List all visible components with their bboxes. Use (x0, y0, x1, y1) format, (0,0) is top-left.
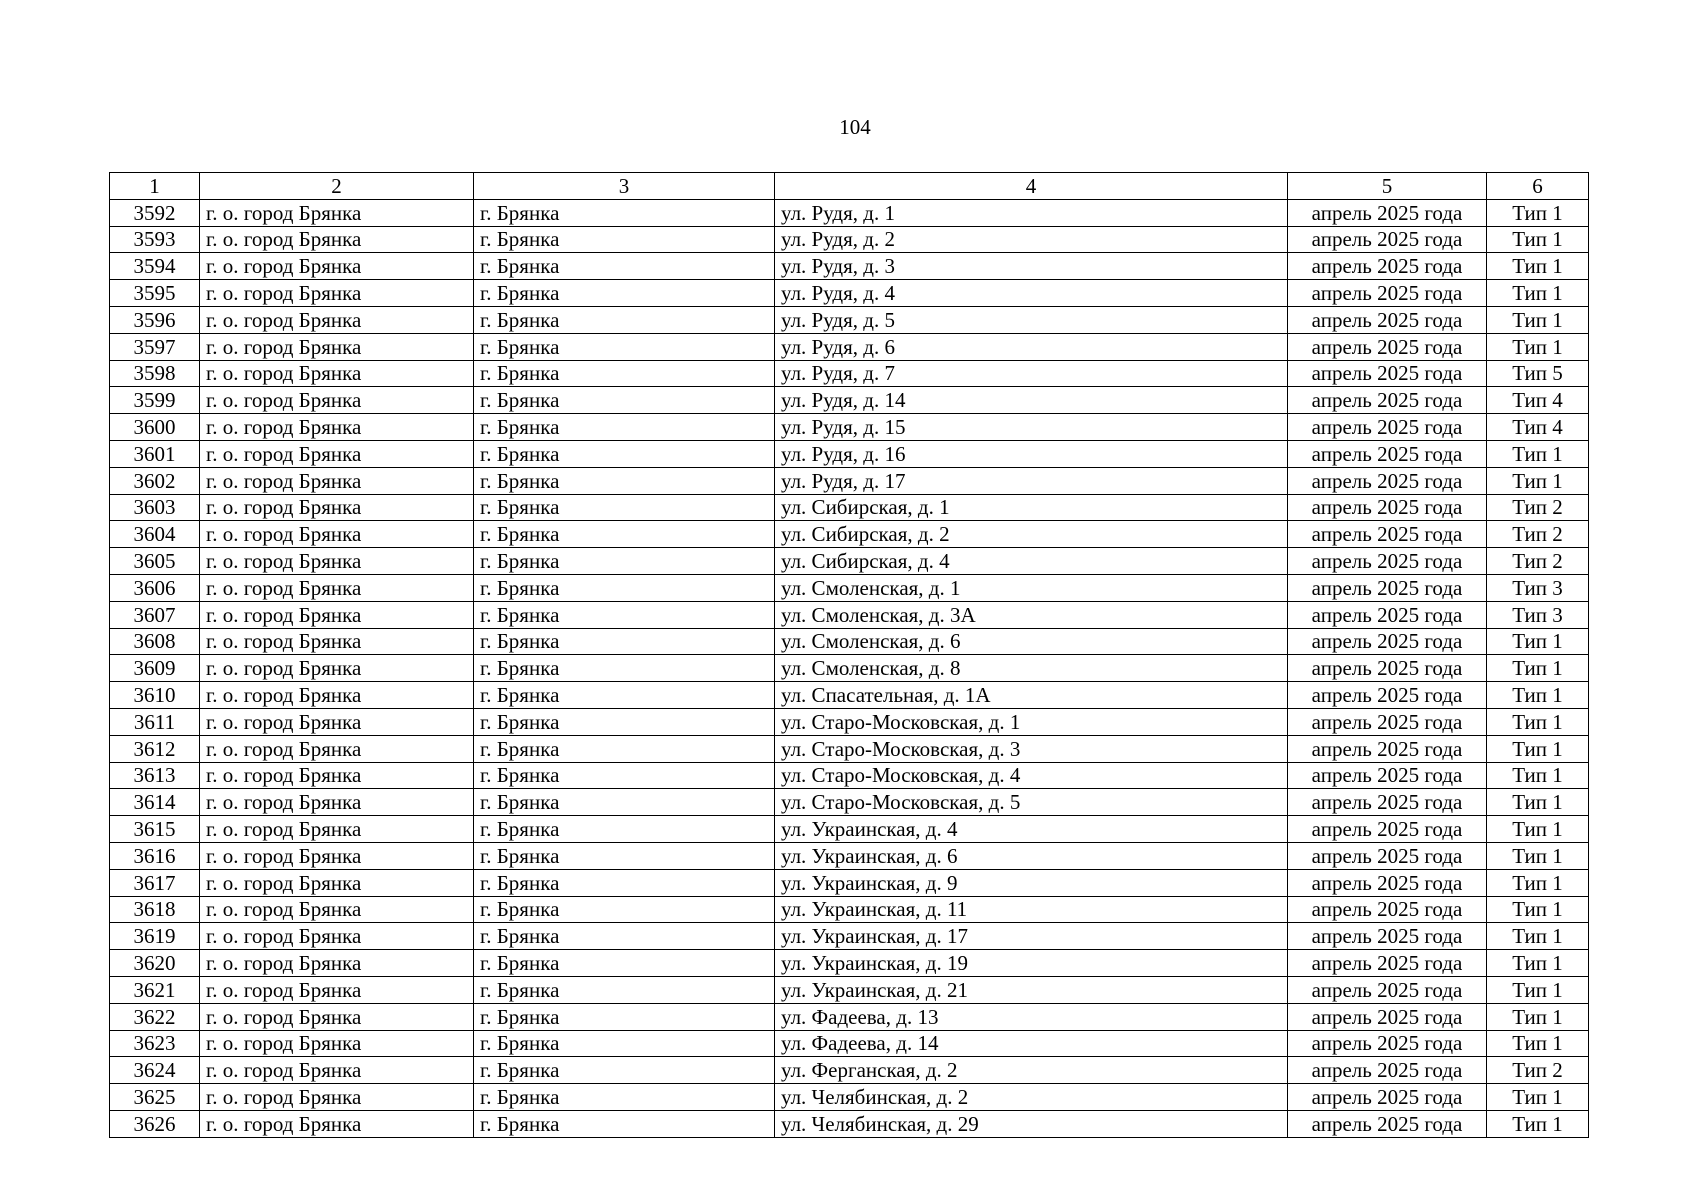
settlement-cell: г. Брянка (474, 682, 775, 709)
date-cell: апрель 2025 года (1288, 816, 1487, 843)
municipality-cell: г. о. город Брянка (200, 199, 474, 226)
address-cell: ул. Украинская, д. 17 (775, 923, 1288, 950)
settlement-cell: г. Брянка (474, 762, 775, 789)
date-cell: апрель 2025 года (1288, 1084, 1487, 1111)
row-number-cell: 3622 (110, 1003, 200, 1030)
municipality-cell: г. о. город Брянка (200, 869, 474, 896)
address-cell: ул. Старо-Московская, д. 1 (775, 708, 1288, 735)
settlement-cell: г. Брянка (474, 333, 775, 360)
municipality-cell: г. о. город Брянка (200, 708, 474, 735)
settlement-cell: г. Брянка (474, 628, 775, 655)
table-row (110, 414, 1589, 441)
settlement-cell: г. Брянка (474, 1030, 775, 1057)
column-header-5: 5 (1288, 173, 1487, 200)
row-number-cell: 3615 (110, 816, 200, 843)
municipality-cell: г. о. город Брянка (200, 494, 474, 521)
date-cell: апрель 2025 года (1288, 280, 1487, 307)
municipality-cell: г. о. город Брянка (200, 735, 474, 762)
settlement-cell: г. Брянка (474, 414, 775, 441)
settlement-cell: г. Брянка (474, 816, 775, 843)
settlement-cell: г. Брянка (474, 280, 775, 307)
date-cell: апрель 2025 года (1288, 574, 1487, 601)
row-number-cell: 3611 (110, 708, 200, 735)
municipality-cell: г. о. город Брянка (200, 682, 474, 709)
type-cell: Тип 1 (1487, 440, 1589, 467)
settlement-cell: г. Брянка (474, 574, 775, 601)
date-cell: апрель 2025 года (1288, 440, 1487, 467)
settlement-cell: г. Брянка (474, 199, 775, 226)
municipality-cell: г. о. город Брянка (200, 253, 474, 280)
municipality-cell: г. о. город Брянка (200, 1084, 474, 1111)
municipality-cell: г. о. город Брянка (200, 387, 474, 414)
type-cell: Тип 2 (1487, 548, 1589, 575)
row-number-cell: 3602 (110, 467, 200, 494)
address-cell: ул. Украинская, д. 4 (775, 816, 1288, 843)
municipality-cell: г. о. город Брянка (200, 226, 474, 253)
row-number-cell: 3600 (110, 414, 200, 441)
row-number-cell: 3613 (110, 762, 200, 789)
type-cell: Тип 3 (1487, 601, 1589, 628)
municipality-cell: г. о. город Брянка (200, 574, 474, 601)
row-number-cell: 3594 (110, 253, 200, 280)
settlement-cell: г. Брянка (474, 494, 775, 521)
table-row (110, 976, 1589, 1003)
type-cell: Тип 1 (1487, 333, 1589, 360)
row-number-cell: 3599 (110, 387, 200, 414)
date-cell: апрель 2025 года (1288, 842, 1487, 869)
date-cell: апрель 2025 года (1288, 521, 1487, 548)
type-cell: Тип 1 (1487, 306, 1589, 333)
table-row (110, 896, 1589, 923)
row-number-cell: 3593 (110, 226, 200, 253)
row-number-cell: 3626 (110, 1110, 200, 1137)
type-cell: Тип 1 (1487, 1084, 1589, 1111)
column-header-2: 2 (200, 173, 474, 200)
date-cell: апрель 2025 года (1288, 682, 1487, 709)
municipality-cell: г. о. город Брянка (200, 467, 474, 494)
type-cell: Тип 2 (1487, 521, 1589, 548)
date-cell: апрель 2025 года (1288, 494, 1487, 521)
settlement-cell: г. Брянка (474, 869, 775, 896)
type-cell: Тип 1 (1487, 1030, 1589, 1057)
table-row (110, 628, 1589, 655)
row-number-cell: 3616 (110, 842, 200, 869)
address-cell: ул. Старо-Московская, д. 5 (775, 789, 1288, 816)
type-cell: Тип 1 (1487, 735, 1589, 762)
row-number-cell: 3618 (110, 896, 200, 923)
address-cell: ул. Фадеева, д. 14 (775, 1030, 1288, 1057)
table-row (110, 387, 1589, 414)
date-cell: апрель 2025 года (1288, 708, 1487, 735)
municipality-cell: г. о. город Брянка (200, 1003, 474, 1030)
address-cell: ул. Смоленская, д. 6 (775, 628, 1288, 655)
table-header (110, 173, 1589, 200)
address-cell: ул. Украинская, д. 6 (775, 842, 1288, 869)
type-cell: Тип 1 (1487, 762, 1589, 789)
table-row (110, 1003, 1589, 1030)
settlement-cell: г. Брянка (474, 601, 775, 628)
type-cell: Тип 1 (1487, 923, 1589, 950)
row-number-cell: 3612 (110, 735, 200, 762)
date-cell: апрель 2025 года (1288, 1030, 1487, 1057)
municipality-cell: г. о. город Брянка (200, 440, 474, 467)
row-number-cell: 3606 (110, 574, 200, 601)
column-header-4: 4 (775, 173, 1288, 200)
row-number-cell: 3610 (110, 682, 200, 709)
row-number-cell: 3614 (110, 789, 200, 816)
type-cell: Тип 3 (1487, 574, 1589, 601)
municipality-cell: г. о. город Брянка (200, 1110, 474, 1137)
settlement-cell: г. Брянка (474, 923, 775, 950)
type-cell: Тип 1 (1487, 682, 1589, 709)
date-cell: апрель 2025 года (1288, 601, 1487, 628)
table-row (110, 682, 1589, 709)
table-row (110, 816, 1589, 843)
date-cell: апрель 2025 года (1288, 414, 1487, 441)
date-cell: апрель 2025 года (1288, 360, 1487, 387)
address-cell: ул. Ферганская, д. 2 (775, 1057, 1288, 1084)
type-cell: Тип 1 (1487, 280, 1589, 307)
type-cell: Тип 2 (1487, 1057, 1589, 1084)
table-row (110, 574, 1589, 601)
settlement-cell: г. Брянка (474, 1110, 775, 1137)
table-row (110, 1030, 1589, 1057)
type-cell: Тип 1 (1487, 816, 1589, 843)
municipality-cell: г. о. город Брянка (200, 414, 474, 441)
row-number-cell: 3609 (110, 655, 200, 682)
address-cell: ул. Рудя, д. 3 (775, 253, 1288, 280)
municipality-cell: г. о. город Брянка (200, 1030, 474, 1057)
municipality-cell: г. о. город Брянка (200, 306, 474, 333)
type-cell: Тип 1 (1487, 896, 1589, 923)
table-row (110, 1110, 1589, 1137)
municipality-cell: г. о. город Брянка (200, 360, 474, 387)
row-number-cell: 3617 (110, 869, 200, 896)
row-number-cell: 3619 (110, 923, 200, 950)
municipality-cell: г. о. город Брянка (200, 280, 474, 307)
type-cell: Тип 1 (1487, 950, 1589, 977)
column-header-6: 6 (1487, 173, 1589, 200)
row-number-cell: 3607 (110, 601, 200, 628)
settlement-cell: г. Брянка (474, 521, 775, 548)
row-number-cell: 3625 (110, 1084, 200, 1111)
settlement-cell: г. Брянка (474, 306, 775, 333)
row-number-cell: 3605 (110, 548, 200, 575)
table-row (110, 869, 1589, 896)
table-row (110, 950, 1589, 977)
address-cell: ул. Смоленская, д. 1 (775, 574, 1288, 601)
date-cell: апрель 2025 года (1288, 1110, 1487, 1137)
table-row (110, 199, 1589, 226)
municipality-cell: г. о. город Брянка (200, 1057, 474, 1084)
table-row (110, 735, 1589, 762)
table-row (110, 548, 1589, 575)
type-cell: Тип 1 (1487, 1003, 1589, 1030)
address-cell: ул. Сибирская, д. 1 (775, 494, 1288, 521)
municipality-cell: г. о. город Брянка (200, 923, 474, 950)
type-cell: Тип 1 (1487, 1110, 1589, 1137)
table-row (110, 280, 1589, 307)
address-cell: ул. Рудя, д. 14 (775, 387, 1288, 414)
municipality-cell: г. о. город Брянка (200, 333, 474, 360)
municipality-cell: г. о. город Брянка (200, 976, 474, 1003)
municipality-cell: г. о. город Брянка (200, 950, 474, 977)
address-cell: ул. Челябинская, д. 2 (775, 1084, 1288, 1111)
date-cell: апрель 2025 года (1288, 199, 1487, 226)
type-cell: Тип 1 (1487, 976, 1589, 1003)
table-row (110, 333, 1589, 360)
column-header-3: 3 (474, 173, 775, 200)
row-number-cell: 3601 (110, 440, 200, 467)
table-row (110, 708, 1589, 735)
table-row (110, 467, 1589, 494)
date-cell: апрель 2025 года (1288, 333, 1487, 360)
date-cell: апрель 2025 года (1288, 628, 1487, 655)
address-cell: ул. Сибирская, д. 2 (775, 521, 1288, 548)
address-cell: ул. Рудя, д. 15 (775, 414, 1288, 441)
address-cell: ул. Рудя, д. 17 (775, 467, 1288, 494)
date-cell: апрель 2025 года (1288, 1057, 1487, 1084)
page-number: 104 (839, 115, 871, 139)
type-cell: Тип 1 (1487, 655, 1589, 682)
type-cell: Тип 1 (1487, 199, 1589, 226)
table-row (110, 789, 1589, 816)
row-number-cell: 3595 (110, 280, 200, 307)
settlement-cell: г. Брянка (474, 735, 775, 762)
settlement-cell: г. Брянка (474, 226, 775, 253)
type-cell: Тип 1 (1487, 869, 1589, 896)
municipality-cell: г. о. город Брянка (200, 896, 474, 923)
table-row (110, 1084, 1589, 1111)
row-number-cell: 3603 (110, 494, 200, 521)
settlement-cell: г. Брянка (474, 950, 775, 977)
municipality-cell: г. о. город Брянка (200, 762, 474, 789)
type-cell: Тип 4 (1487, 387, 1589, 414)
row-number-cell: 3604 (110, 521, 200, 548)
municipality-cell: г. о. город Брянка (200, 601, 474, 628)
address-cell: ул. Старо-Московская, д. 3 (775, 735, 1288, 762)
address-cell: ул. Рудя, д. 1 (775, 199, 1288, 226)
municipality-cell: г. о. город Брянка (200, 655, 474, 682)
settlement-cell: г. Брянка (474, 360, 775, 387)
settlement-cell: г. Брянка (474, 976, 775, 1003)
table-row (110, 1057, 1589, 1084)
type-cell: Тип 5 (1487, 360, 1589, 387)
address-cell: ул. Украинская, д. 9 (775, 869, 1288, 896)
date-cell: апрель 2025 года (1288, 387, 1487, 414)
settlement-cell: г. Брянка (474, 467, 775, 494)
row-number-cell: 3624 (110, 1057, 200, 1084)
header-row (110, 173, 1589, 200)
type-cell: Тип 1 (1487, 842, 1589, 869)
municipality-cell: г. о. город Брянка (200, 548, 474, 575)
address-cell: ул. Украинская, д. 21 (775, 976, 1288, 1003)
settlement-cell: г. Брянка (474, 1057, 775, 1084)
municipality-cell: г. о. город Брянка (200, 628, 474, 655)
address-cell: ул. Старо-Московская, д. 4 (775, 762, 1288, 789)
settlement-cell: г. Брянка (474, 548, 775, 575)
address-cell: ул. Украинская, д. 19 (775, 950, 1288, 977)
type-cell: Тип 2 (1487, 494, 1589, 521)
type-cell: Тип 1 (1487, 253, 1589, 280)
date-cell: апрель 2025 года (1288, 1003, 1487, 1030)
address-cell: ул. Украинская, д. 11 (775, 896, 1288, 923)
municipality-cell: г. о. город Брянка (200, 521, 474, 548)
table-row (110, 521, 1589, 548)
date-cell: апрель 2025 года (1288, 869, 1487, 896)
date-cell: апрель 2025 года (1288, 655, 1487, 682)
table-row (110, 253, 1589, 280)
address-cell: ул. Спасательная, д. 1А (775, 682, 1288, 709)
address-cell: ул. Челябинская, д. 29 (775, 1110, 1288, 1137)
date-cell: апрель 2025 года (1288, 923, 1487, 950)
type-cell: Тип 1 (1487, 708, 1589, 735)
table-row (110, 360, 1589, 387)
settlement-cell: г. Брянка (474, 896, 775, 923)
settlement-cell: г. Брянка (474, 253, 775, 280)
settlement-cell: г. Брянка (474, 655, 775, 682)
type-cell: Тип 1 (1487, 467, 1589, 494)
address-cell: ул. Фадеева, д. 13 (775, 1003, 1288, 1030)
address-cell: ул. Рудя, д. 16 (775, 440, 1288, 467)
table-row (110, 226, 1589, 253)
date-cell: апрель 2025 года (1288, 762, 1487, 789)
address-cell: ул. Рудя, д. 5 (775, 306, 1288, 333)
row-number-cell: 3608 (110, 628, 200, 655)
type-cell: Тип 1 (1487, 628, 1589, 655)
date-cell: апрель 2025 года (1288, 548, 1487, 575)
row-number-cell: 3597 (110, 333, 200, 360)
date-cell: апрель 2025 года (1288, 789, 1487, 816)
table-row (110, 842, 1589, 869)
date-cell: апрель 2025 года (1288, 306, 1487, 333)
settlement-cell: г. Брянка (474, 440, 775, 467)
settlement-cell: г. Брянка (474, 789, 775, 816)
table-body (110, 199, 1589, 1137)
municipality-cell: г. о. город Брянка (200, 842, 474, 869)
settlement-cell: г. Брянка (474, 1003, 775, 1030)
row-number-cell: 3598 (110, 360, 200, 387)
date-cell: апрель 2025 года (1288, 950, 1487, 977)
row-number-cell: 3620 (110, 950, 200, 977)
settlement-cell: г. Брянка (474, 1084, 775, 1111)
row-number-cell: 3592 (110, 199, 200, 226)
type-cell: Тип 1 (1487, 226, 1589, 253)
address-cell: ул. Сибирская, д. 4 (775, 548, 1288, 575)
type-cell: Тип 4 (1487, 414, 1589, 441)
table-row (110, 306, 1589, 333)
table-row (110, 494, 1589, 521)
date-cell: апрель 2025 года (1288, 976, 1487, 1003)
table-row (110, 440, 1589, 467)
date-cell: апрель 2025 года (1288, 896, 1487, 923)
address-cell: ул. Рудя, д. 2 (775, 226, 1288, 253)
address-cell: ул. Рудя, д. 7 (775, 360, 1288, 387)
address-cell: ул. Смоленская, д. 3А (775, 601, 1288, 628)
column-header-1: 1 (110, 173, 200, 200)
municipality-cell: г. о. город Брянка (200, 789, 474, 816)
row-number-cell: 3621 (110, 976, 200, 1003)
address-cell: ул. Рудя, д. 4 (775, 280, 1288, 307)
table-row (110, 923, 1589, 950)
table-row (110, 762, 1589, 789)
table-row (110, 655, 1589, 682)
date-cell: апрель 2025 года (1288, 253, 1487, 280)
type-cell: Тип 1 (1487, 789, 1589, 816)
address-cell: ул. Смоленская, д. 8 (775, 655, 1288, 682)
settlement-cell: г. Брянка (474, 708, 775, 735)
row-number-cell: 3596 (110, 306, 200, 333)
settlement-cell: г. Брянка (474, 842, 775, 869)
row-number-cell: 3623 (110, 1030, 200, 1057)
table-row (110, 601, 1589, 628)
date-cell: апрель 2025 года (1288, 735, 1487, 762)
address-cell: ул. Рудя, д. 6 (775, 333, 1288, 360)
settlement-cell: г. Брянка (474, 387, 775, 414)
date-cell: апрель 2025 года (1288, 226, 1487, 253)
data-table (109, 172, 1589, 1138)
municipality-cell: г. о. город Брянка (200, 816, 474, 843)
date-cell: апрель 2025 года (1288, 467, 1487, 494)
